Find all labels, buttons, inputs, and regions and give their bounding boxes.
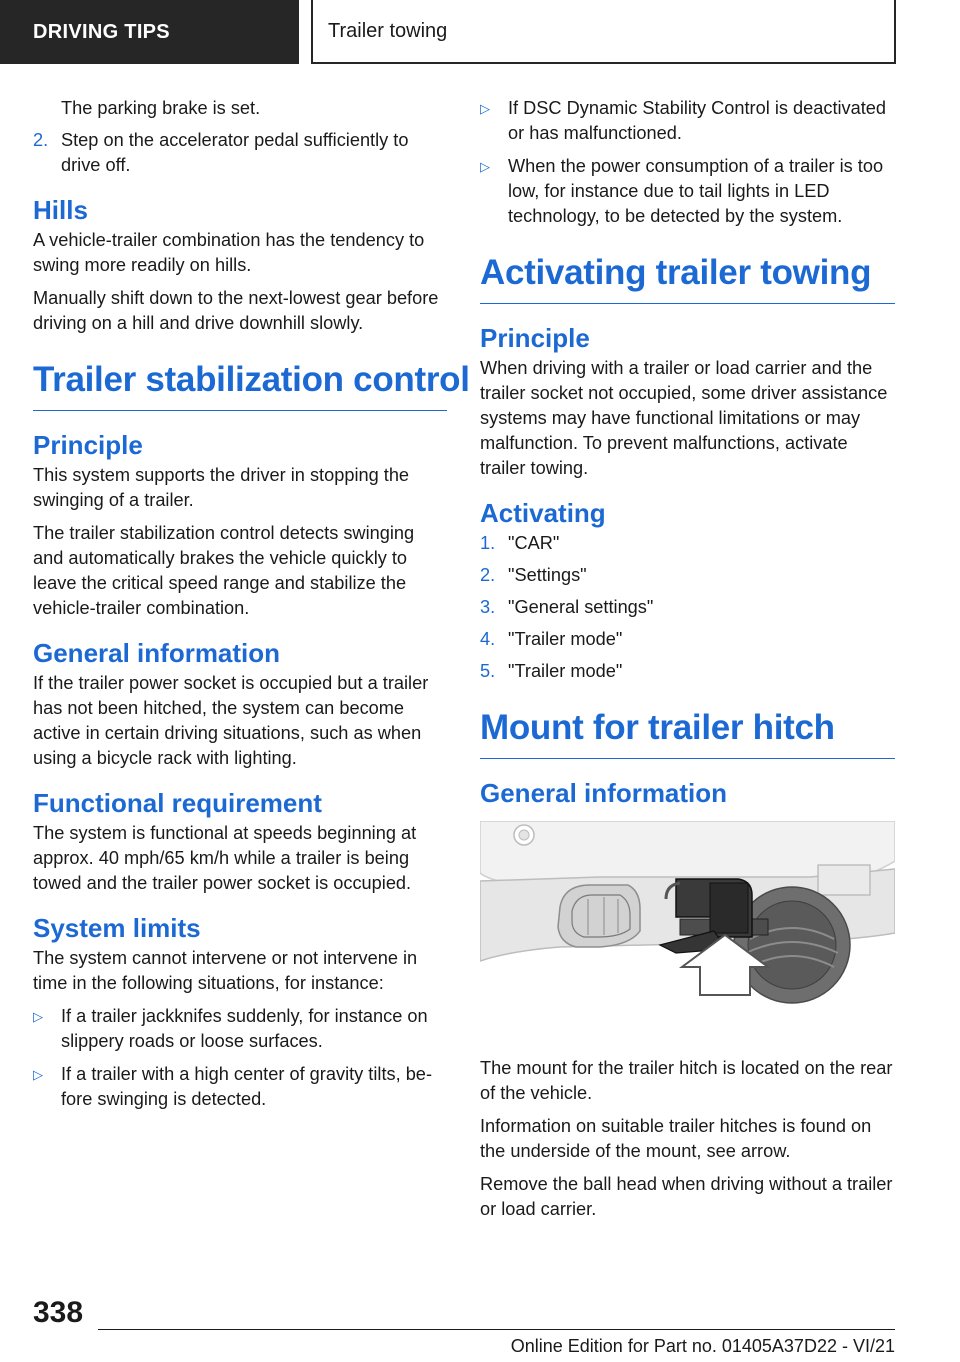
step-text: "CAR" [508,533,560,553]
step-text: "Trailer mode" [508,661,623,681]
step-item [480,627,895,652]
mount-paragraph-1: The mount for the trailer hitch is located on the rear of the vehicle. [480,1058,893,1103]
section-title: DRIVING TIPS [33,20,170,43]
mount-for-trailer-hitch-heading: Mount for trailer hitch [480,708,895,759]
list-item-text: If a trailer with a high center of gravity tilts, before swinging is detected. [61,1064,432,1109]
step-item [480,563,895,588]
list-item-text: When the power consumption of a trailer is too low, for instance due to tail lights in LED technology, to be detected by the system. [508,156,884,226]
step-text: Step on the accelerator pedal sufficiently to drive off. [61,130,409,175]
list-item [33,1062,447,1112]
hills-heading: Hills [33,195,88,225]
section-tab [0,0,299,64]
step-item [480,531,895,556]
list-item-text: If a trailer jackknifes suddenly, for instance on slippery roads or loose surfaces. [61,1006,428,1051]
right-column [480,96,895,1230]
step-number: 2. [33,130,49,150]
step-number: 4. [480,629,496,649]
functional-requirement-paragraph: The system is functional at speeds beginning at approx. 40 mph/65 km/h while a trailer is being towed and the trailer power socket is occupied. [33,823,417,893]
step-text: "Trailer mode" [508,629,623,649]
principle-heading: Principle [480,323,590,353]
continued-paragraph: The parking brake is set. [61,98,261,118]
general-information-heading: General information [480,778,728,808]
principle-paragraph-1: This system supports the driver in stopping the swinging of a trailer. [33,465,410,510]
step-number: 1. [480,533,496,553]
list-item [480,96,895,146]
list-item [480,154,895,229]
triangle-right-icon: ▷ [33,1009,43,1024]
topic-tab [311,0,896,64]
step-text: "Settings" [508,565,587,585]
step-item [33,128,447,178]
trailer-stabilization-heading: Trailer stabilization control [33,360,447,411]
trailer-hitch-mount-illustration [480,821,895,1005]
system-limits-paragraph: The system cannot intervene or not intervene in time in the following situations, for instance: [33,948,418,993]
hills-paragraph-2: Manually shift down to the next-lowest gear before driving on a hill and drive downhill slowly. [33,288,439,333]
step-number: 3. [480,597,496,617]
triangle-right-icon: ▷ [33,1067,43,1082]
principle-heading: Principle [33,430,143,460]
page-number: 338 [33,1296,84,1329]
hills-paragraph-1: A vehicle-trailer combination has the tendency to swing more readily on hills. [33,230,425,275]
general-information-paragraph: If the trailer power socket is occupied but a trailer has not been hitched, the system can become active in certain driving situations, such as when using a bicycle rack with lighting. [33,673,429,768]
step-item [480,595,895,620]
footer-divider [98,1329,895,1330]
principle-paragraph: When driving with a trailer or load carrier and the trailer socket not occupied, some driver assistance systems may have functional limitations or may malfunction. To prevent malfunctions, activate trailer towing. [480,358,888,478]
activating-trailer-towing-heading: Activating trailer towing [480,253,895,304]
principle-paragraph-2: The trailer stabilization control detects swinging and automatically brakes the vehicle quickly to leave the critical speed range and stabilize the vehicle-trailer combination. [33,523,415,618]
step-number: 2. [480,565,496,585]
activating-heading: Activating [480,498,606,528]
list-item-text: If DSC Dynamic Stability Control is deactivated or has malfunctioned. [508,98,887,143]
step-item [480,659,895,684]
edition-footer: Online Edition for Part no. 01405A37D22 - VI/21 [510,1336,895,1356]
system-limits-heading: System limits [33,913,201,943]
left-column [33,96,470,1120]
general-information-heading: General information [33,638,281,668]
mount-paragraph-2: Information on suitable trailer hitches is found on the underside of the mount, see arrow. [480,1116,872,1161]
step-text: "General settings" [508,597,654,617]
topic-title: Trailer towing [328,19,448,42]
list-item [33,1004,447,1054]
triangle-right-icon: ▷ [480,159,490,174]
mount-paragraph-3: Remove the ball head when driving without a trailer or load carrier. [480,1174,893,1219]
functional-requirement-heading: Functional requirement [33,788,322,818]
triangle-right-icon: ▷ [480,101,490,116]
step-number: 5. [480,661,496,681]
